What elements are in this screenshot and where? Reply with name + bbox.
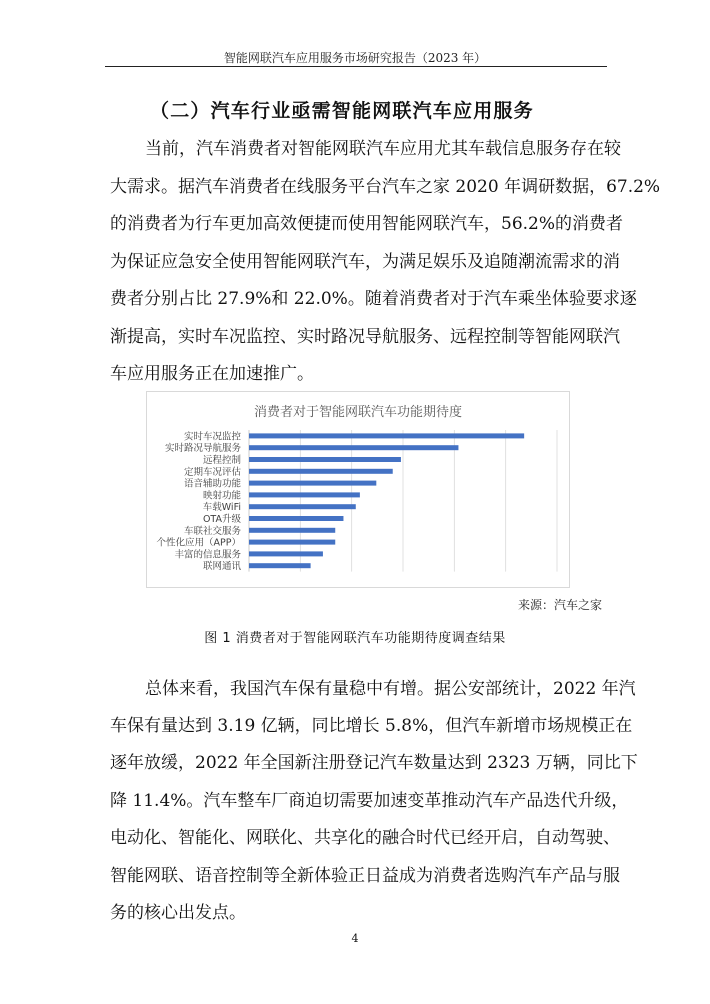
chart-category-label: OTA升级 xyxy=(202,514,241,525)
chart-bar xyxy=(249,551,323,556)
paragraph-line: 电动化、智能化、网联化、共享化的融合时代已经开启，自动驾驶、 xyxy=(110,828,620,848)
paragraph-line: 大需求。据汽车消费者在线服务平台汽车之家 2020 年调研数据，67.2% xyxy=(110,177,661,197)
paragraph-line: 渐提高，实时车况监控、实时路况导航服务、远程控制等智能网联汽 xyxy=(110,327,620,347)
paragraph-line: 当前，汽车消费者对智能网联汽车应用尤其车载信息服务存在较 xyxy=(145,139,621,159)
chart-category-label: 定期车况评估 xyxy=(183,466,241,478)
chart-category-label: 车载WiFi xyxy=(202,502,241,514)
chart-bar xyxy=(249,563,311,568)
chart-bar xyxy=(249,433,524,438)
running-header: 智能网联汽车应用服务市场研究报告（2023 年） xyxy=(223,51,487,65)
chart-category-label: 联网通讯 xyxy=(202,561,241,573)
paragraph-line: 的消费者为行车更加高效便捷而使用智能网联汽车，56.2%的消费者 xyxy=(110,214,624,234)
expectation-bar-chart xyxy=(146,391,570,588)
chart-category-label: 丰富的信息服务 xyxy=(174,549,241,561)
header-rule xyxy=(105,66,607,67)
section-title: （二）汽车行业亟需智能网联汽车应用服务 xyxy=(150,100,534,122)
figure-source: 来源：汽车之家 xyxy=(517,598,602,612)
paragraph-line: 智能网联、语音控制等全新体验正日益成为消费者选购汽车产品与服 xyxy=(110,866,620,886)
figure-caption: 图 1 消费者对于智能网联汽车功能期待度调查结果 xyxy=(204,631,506,646)
chart-bar xyxy=(249,445,458,450)
chart-category-label: 实时车况监控 xyxy=(183,431,241,443)
chart-category-label: 映射功能 xyxy=(202,490,241,502)
chart-bar xyxy=(249,516,343,521)
chart-category-label: 车联社交服务 xyxy=(183,525,241,537)
paragraph-line: 逐年放缓，2022 年全国新注册登记汽车数量达到 2323 万辆，同比下 xyxy=(110,753,638,773)
chart-bar xyxy=(249,540,335,545)
chart-bar xyxy=(249,504,356,509)
chart-title: 消费者对于智能网联汽车功能期待度 xyxy=(253,405,462,420)
chart-category-label: 个性化应用（APP） xyxy=(156,537,241,549)
chart-bar xyxy=(249,528,335,533)
page-number: 4 xyxy=(351,932,359,945)
paragraph-line: 降 11.4%。汽车整车厂商迫切需要加速变革推动汽车产品迭代升级， xyxy=(110,791,629,811)
paragraph-line: 务的核心出发点。 xyxy=(110,903,246,923)
paragraph-line: 车应用服务正在加速推广。 xyxy=(110,364,314,384)
paragraph-line: 总体来看，我国汽车保有量稳中有增。据公安部统计，2022 年汽 xyxy=(145,679,636,699)
chart-category-label: 远程控制 xyxy=(202,455,241,466)
paragraph-line: 车保有量达到 3.19 亿辆，同比增长 5.8%，但汽车新增市场规模正在 xyxy=(110,716,633,736)
chart-bar xyxy=(249,492,360,497)
paragraph-line: 费者分别占比 27.9%和 22.0%。随着消费者对于汽车乘坐体验要求逐 xyxy=(110,289,637,309)
chart-plot xyxy=(147,392,569,587)
chart-bar xyxy=(249,457,401,462)
chart-category-label: 语音辅助功能 xyxy=(183,478,241,490)
paragraph-line: 为保证应急安全使用智能网联汽车，为满足娱乐及追随潮流需求的消 xyxy=(110,252,620,272)
chart-bar xyxy=(249,481,376,486)
chart-bar xyxy=(249,469,393,474)
chart-category-label: 实时路况导航服务 xyxy=(164,443,241,455)
